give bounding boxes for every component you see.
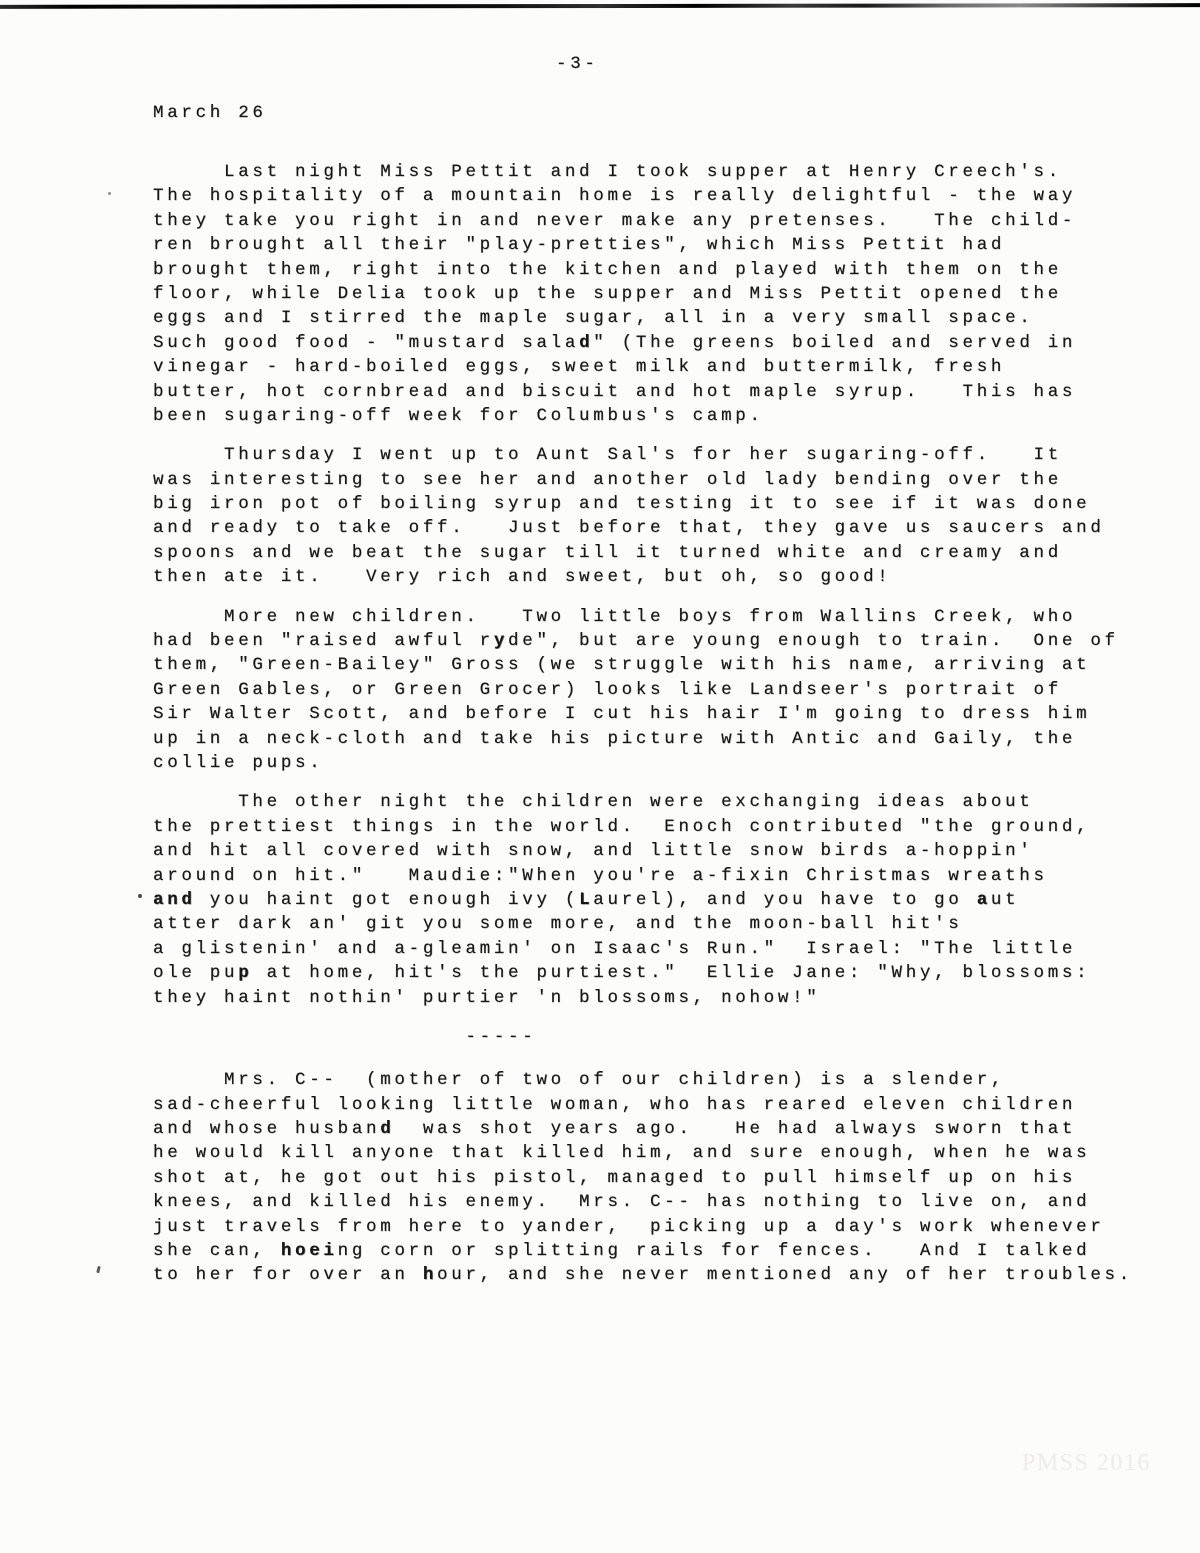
- text-line: sad-cheerful looking little woman, who has reared eleven children: [153, 1094, 1077, 1115]
- text-line: she can, hoeing corn or splitting rails for fences. And I talked: [153, 1241, 1091, 1262]
- text-line: up in a neck-cloth and take his picture with Antic and Gaily, the: [153, 728, 1077, 749]
- text-line: the prettiest things in the world. Enoch contributed "the ground,: [153, 816, 1091, 837]
- text-line: and whose husband was shot years ago. He had always sworn that: [153, 1119, 1077, 1140]
- paragraph: [153, 790, 1163, 1010]
- paragraph: [153, 1068, 1163, 1288]
- text-line: ren brought all their "play-pretties", which Miss Pettit had: [153, 235, 1006, 256]
- text-line: and you haint got enough ivy (Laurel), and you have to go aut: [153, 889, 1020, 910]
- text-line: around on hit." Maudie:"When you're a-fixin Christmas wreaths: [153, 865, 1048, 886]
- text-line: and hit all covered with snow, and little snow birds a-hoppin': [153, 841, 1034, 862]
- text-line: knees, and killed his enemy. Mrs. C-- has nothing to live on, and: [153, 1192, 1091, 1213]
- text-line: had been "raised awful ryde", but are young enough to train. One of: [153, 631, 1119, 652]
- ink-speck: [96, 1266, 101, 1274]
- text-line: collie pups.: [153, 752, 324, 773]
- paragraph: [153, 160, 1163, 428]
- text-line: Thursday I went up to Aunt Sal's for her sugaring-off. It: [153, 445, 1062, 466]
- scan-edge-line: [0, 3, 1200, 8]
- text-line: Sir Walter Scott, and before I cut his hair I'm going to dress him: [153, 704, 1091, 725]
- text-line: to her for over an hour, and she never mentioned any of her troubles.: [153, 1265, 1133, 1286]
- text-line: Green Gables, or Green Grocer) looks like Landseer's portrait of: [153, 679, 1062, 700]
- text-line: The hospitality of a mountain home is really delightful - the way: [153, 186, 1077, 207]
- text-line: a glistenin' and a-gleamin' on Isaac's Run." Israel: "The little: [153, 938, 1077, 959]
- text-line: butter, hot cornbread and biscuit and hot maple syrup. This has: [153, 381, 1077, 402]
- text-line: shot at, he got out his pistol, managed to pull himself up on his: [153, 1167, 1077, 1188]
- text-line: eggs and I stirred the maple sugar, all in a very small space.: [153, 308, 1034, 329]
- text-line: Such good food - "mustard salad" (The greens boiled and served in: [153, 332, 1077, 353]
- text-line: The other night the children were exchanging ideas about: [153, 792, 1034, 813]
- text-line: atter dark an' git you some more, and the moon-ball hit's: [153, 914, 963, 935]
- date-heading: March 26: [153, 103, 267, 123]
- ink-speck: [138, 894, 142, 898]
- paragraph: [153, 605, 1163, 776]
- text-line: floor, while Delia took up the supper and Miss Pettit opened the: [153, 283, 1062, 304]
- ink-speck: [108, 192, 111, 195]
- section-divider: [153, 1025, 1163, 1049]
- text-line: vinegar - hard-boiled eggs, sweet milk and buttermilk, fresh: [153, 357, 1006, 378]
- text-line: spoons and we beat the sugar till it turned white and creamy and: [153, 542, 1062, 563]
- paragraph: [153, 443, 1163, 589]
- text-line: then ate it. Very rich and sweet, but oh, so good!: [153, 567, 892, 588]
- text-line: Last night Miss Pettit and I took supper at Henry Creech's.: [153, 162, 1062, 182]
- text-line: big iron pot of boiling syrup and testing it to see if it was done: [153, 494, 1091, 515]
- text-line: ole pup at home, hit's the purtiest." Ellie Jane: "Why, blossoms:: [153, 963, 1091, 984]
- text-line: and ready to take off. Just before that, they gave us saucers and: [153, 518, 1105, 539]
- text-line: Mrs. C-- (mother of two of our children) is a slender,: [153, 1070, 1006, 1091]
- text-line: More new children. Two little boys from Wallins Creek, who: [153, 606, 1077, 627]
- text-line: been sugaring-off week for Columbus's camp.: [153, 405, 764, 426]
- text-line: he would kill anyone that killed him, and sure enough, when he was: [153, 1143, 1091, 1164]
- text-line: they haint nothin' purtier 'n blossoms, nohow!": [153, 987, 821, 1008]
- letter-body: [153, 160, 1163, 1288]
- text-line: just travels from here to yander, picking up a day's work whenever: [153, 1216, 1105, 1237]
- text-line: they take you right in and never make any pretenses. The child-: [153, 210, 1077, 231]
- page-number: -3-: [556, 54, 599, 74]
- text-line: -----: [153, 1026, 537, 1047]
- text-line: was interesting to see her and another old lady bending over the: [153, 469, 1062, 490]
- watermark: PMSS 2016: [1022, 1450, 1151, 1476]
- text-line: them, "Green-Bailey" Gross (we struggle with his name, arriving at: [153, 655, 1091, 676]
- text-line: brought them, right into the kitchen and played with them on the: [153, 259, 1062, 280]
